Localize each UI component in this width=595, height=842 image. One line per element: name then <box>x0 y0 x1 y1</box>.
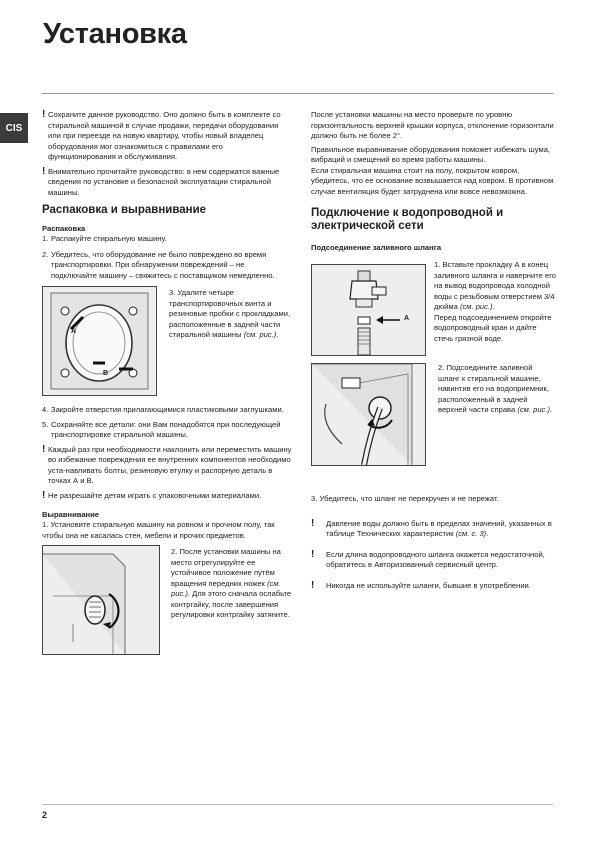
warning-water-pressure <box>311 519 556 540</box>
hose-step-2-block <box>311 363 556 466</box>
warning-transport-bolts <box>42 445 292 487</box>
warning-read-manual <box>42 167 292 199</box>
figure-rear-screws <box>42 286 157 396</box>
hose-step-2-text: 2. Подсоедините заливной шланг к стиральной машине, навинтив его на водоприемник, расположенный в задней верхней части справа (см. рис.). <box>438 363 553 414</box>
subheading-inlet-hose: Подсоединение заливного шланга <box>311 243 442 252</box>
warning-icon: ! <box>311 517 315 529</box>
footer-divider <box>42 804 553 805</box>
warning-text: Никогда не используйте шланги, бывшие в употреблении. <box>326 580 531 590</box>
section-heading-unpacking: Распаковка и выравнивание <box>42 204 207 216</box>
step-3-text: 3. Удалите четыре транспортировочных винта и резиновые пробки с прокладками, расположенные в задней части стиральной машины (см. рис.). <box>169 288 291 339</box>
figure-label-a: A <box>71 328 77 335</box>
step-3-block <box>42 286 292 396</box>
step-5: 5. Сохраняйте все детали: они Вам понадобятся при последующей транспортировке стиральной машины. <box>42 419 281 439</box>
language-tab: CIS <box>0 113 28 143</box>
warning-icon: ! <box>311 548 315 560</box>
warning-text: Каждый раз при необходимости наклонить или переместить машину во избежание повреждения ее внутренних компонентов необходимо уста-навливать болты, резиновую втулку и распорную деталь в точках А и В. <box>48 444 292 485</box>
warning-icon: ! <box>42 489 46 501</box>
figure-tap-connection <box>311 264 426 356</box>
leveling-step-2-block <box>42 545 292 655</box>
warning-used-hoses <box>311 581 556 592</box>
step-1: 1. Распакуйте стиральную машину. <box>42 234 167 243</box>
warning-text: Давление воды должно быть в пределах значений, указанных в таблице Технических характеристик (см. с. 3). <box>326 518 552 538</box>
warning-icon: ! <box>42 443 46 455</box>
figure-label-b: B <box>103 370 109 377</box>
hose-step-1-text: 1. Вставьте прокладку А в конец заливного шланга и наверните его на вывод водопровода холодной воды с резьбовым отверстием 3/4 дюйма (см. рис.). Перед подсоединением откройте водопроводный кран и дайте стечь грязной воде. <box>434 260 557 343</box>
step-4: 4. Закройте отверстия прилагающимися пластиковыми заглушками. <box>42 405 284 414</box>
warning-keep-manual <box>42 110 292 163</box>
figure-adjustable-feet <box>42 545 160 655</box>
figure-label-a: A <box>404 315 410 322</box>
leveling-paragraph-2: Правильное выравнивание оборудования поможет избежать шума, вибраций и смещений во время работы машины. <box>311 144 551 164</box>
warning-icon: ! <box>311 579 315 591</box>
figure-hose-inlet <box>311 363 426 466</box>
page-number: 2 <box>42 810 48 820</box>
warning-text: Если длина водопроводного шланга окажется недостаточной, обратитесь в Авторизованный сервисный центр. <box>326 549 545 569</box>
section-heading-connection: Подключение к водопроводной и электрической сети <box>311 207 504 232</box>
warning-icon: ! <box>42 165 46 177</box>
leveling-paragraph-3: Если стиральная машина стоит на полу, покрытом ковром, убедитесь, что ее основание возвышается над ковром. В противном случае вентиляция будет затруднена или вовсе невозможна. <box>311 165 554 196</box>
leveling-step-1: 1. Установите стиральную машину на ровном и прочном полу, так чтобы она не касалась стен, мебели и прочих предметов. <box>42 520 275 540</box>
step-2: 2. Убедитесь, что оборудование не было повреждено во время транспортировки. При обнаружении повреждений – не подключайте машину – свяжитесь с поставщиком немедленно. <box>42 249 275 280</box>
subheading-leveling: Выравнивание <box>42 510 100 519</box>
left-column <box>42 110 292 655</box>
hose-step-3: 3. Убедитесь, что шланг не перекручен и не пережат. <box>311 494 499 503</box>
warning-icon: ! <box>42 109 46 120</box>
subheading-unpacking: Распаковка <box>42 224 86 233</box>
warning-text: Сохраните данное руководство. Оно должно быть в комплекте со стиральной машиной в случае продажи, передачи оборудования или при переезде на новую квартиру, чтобы новый владелец оборудования мог ознакомиться с правилами его функционирования и обслуживания. <box>48 110 281 161</box>
warning-text: Не разрешайте детям играть с упаковочными материалами. <box>48 490 262 500</box>
hose-step-1-block <box>311 260 556 356</box>
page-title: Установка <box>43 18 187 50</box>
leveling-step-2-text: 2. После установки машины на место отрегулируйте ее устойчивое положение путём вращения передних ножек (см. рис.). Для этого сначала ослабьте контргайку, после завершения регулировки контргайку затяните. <box>171 547 292 619</box>
warning-text: Внимательно прочитайте руководство: в нем содержатся важные сведения по установке и безопасной эксплуатации стиральной машины. <box>48 166 280 197</box>
right-column <box>311 110 556 591</box>
title-divider <box>42 93 553 94</box>
leveling-paragraph-1: После установки машины на место проверьте по уровню горизонтальность верхней крышки корпуса, отклонение горизонтали должно быть не более 2°. <box>311 110 554 140</box>
warning-hose-length <box>311 550 556 571</box>
warning-children <box>42 491 292 502</box>
